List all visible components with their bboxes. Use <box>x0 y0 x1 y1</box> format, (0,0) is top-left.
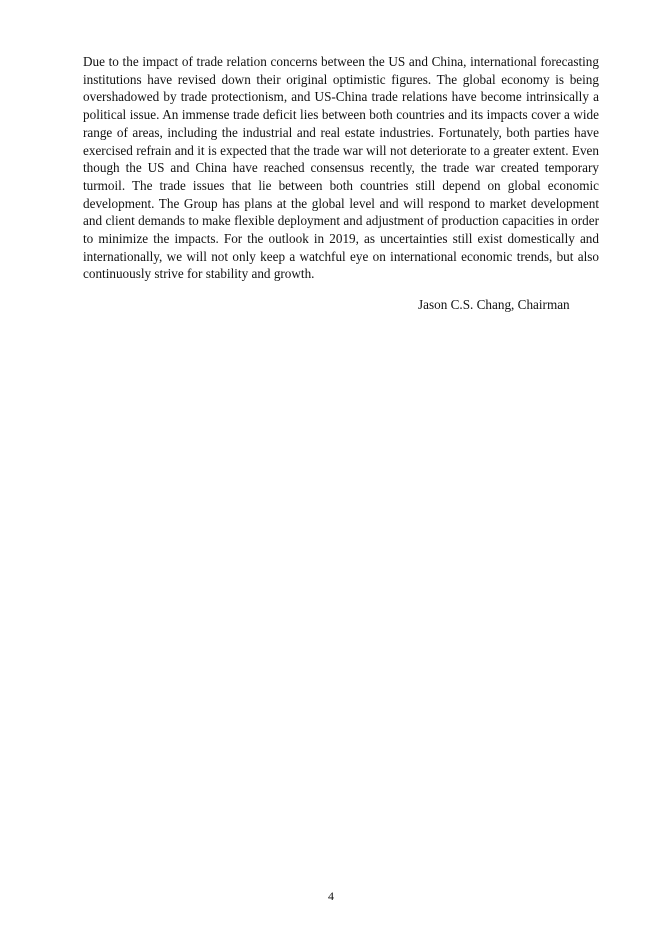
chairman-signature: Jason C.S. Chang, Chairman <box>418 297 570 312</box>
page-number: 4 <box>328 889 334 903</box>
body-paragraph: Due to the impact of trade relation concerns between the US and China, international forecasting institutions have revised down their original optimistic figures. The global economy is being overshadowed by trade protectionism, and US-China trade relations have become intrinsically a political issue. An immense trade deficit lies between both countries and its impacts cover a wide range of areas, including the industrial and real estate industries. Fortunately, both parties have exercised refrain and it is expected that the trade war will not deteriorate to a greater extent. Even though the US and China have reached consensus recently, the trade war created temporary turmoil. The trade issues that lie between both countries still depend on global economic development. The Group has plans at the global level and will respond to market development and client demands to make flexible deployment and adjustment of production capacities in order to minimize the impacts. For the outlook in 2019, as uncertainties still exist domestically and internationally, we will not only keep a watchful eye on international economic trends, but also continuously strive for stability and growth. <box>83 54 599 282</box>
